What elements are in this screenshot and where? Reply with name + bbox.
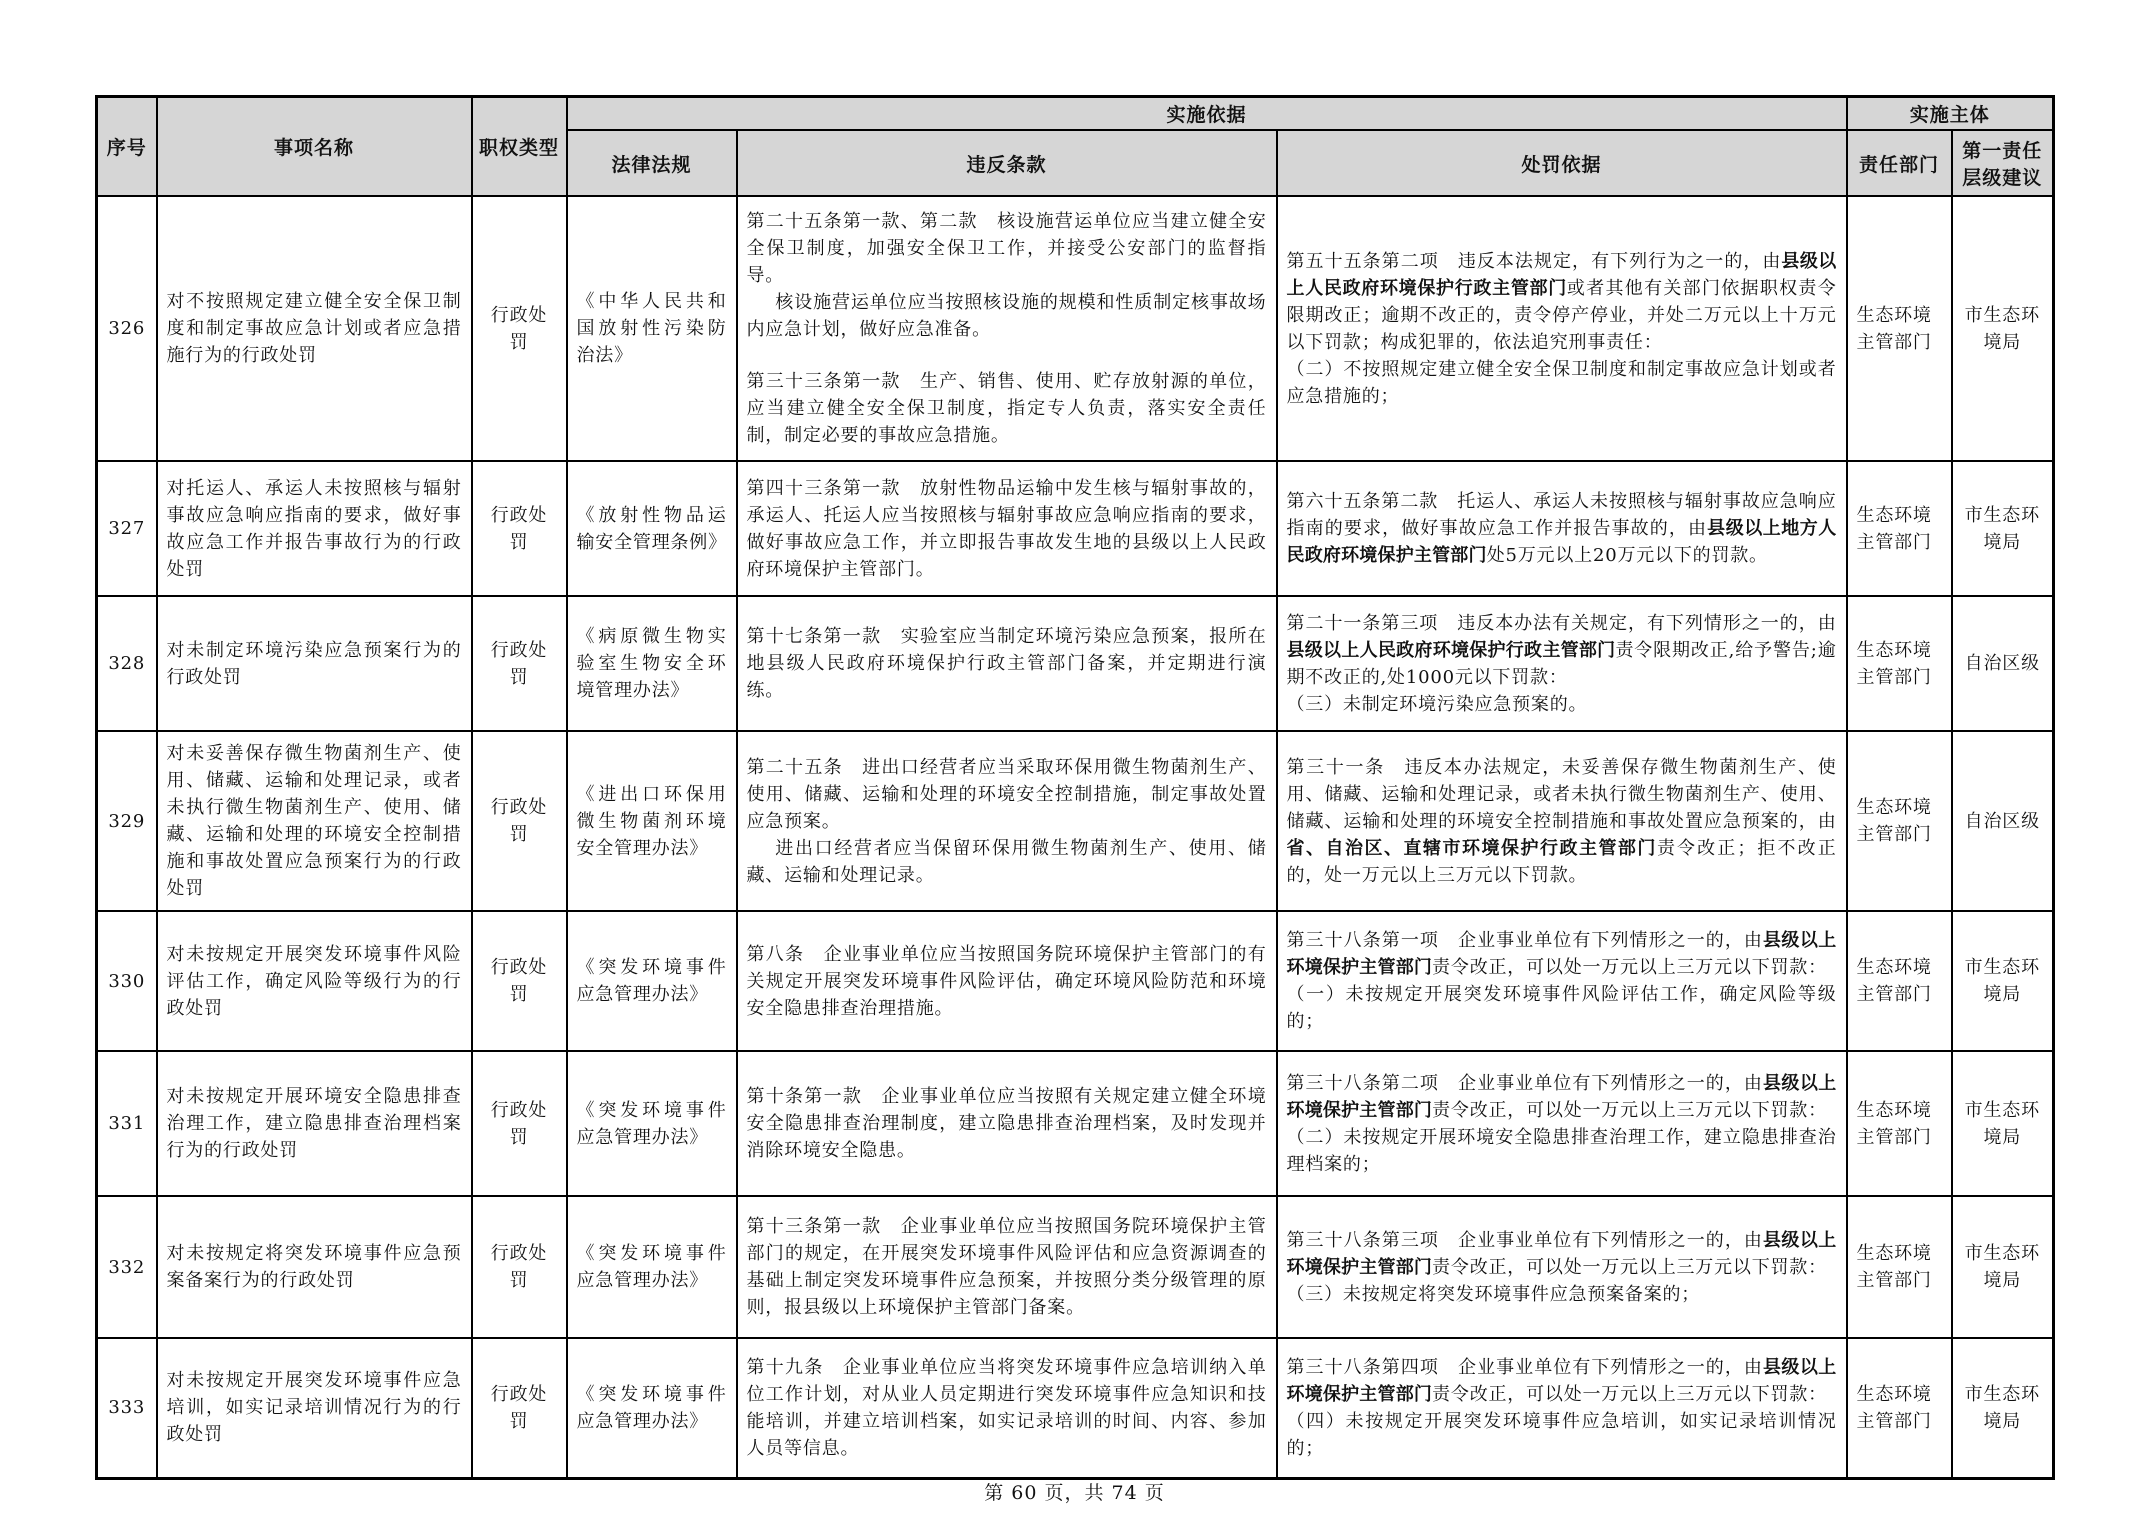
- header-first-level: 第一责任层级建议: [1952, 130, 2054, 196]
- cell-first-level: 市生态环境局: [1952, 196, 2054, 461]
- header-violation-clause: 违反条款: [737, 130, 1277, 196]
- paragraph: 第三十八条第二项 企业事业单位有下列情形之一的，由县级以上环境保护主管部门责令改正，可以处一万元以上三万元以下罚款：: [1286, 1072, 1837, 1121]
- cell-authority-type: 行政处罚: [472, 1338, 567, 1478]
- cell-penalty-basis: [1277, 731, 1847, 911]
- paragraph: 第十条第一款 企业事业单位应当按照有关规定建立健全环境安全隐患排查治理制度，建立隐患排查治理档案，及时发现并消除环境安全隐患。: [746, 1086, 1267, 1161]
- cell-violation-clause: [737, 1338, 1277, 1478]
- cell-authority-type: 行政处罚: [472, 596, 567, 731]
- cell-item-name: 对未按规定开展环境安全隐患排查治理工作，建立隐患排查治理档案行为的行政处罚: [157, 1051, 472, 1196]
- table-header: [97, 97, 2054, 197]
- paragraph: （三）未制定环境污染应急预案的。: [1286, 693, 1588, 715]
- table-body: [97, 196, 2054, 1478]
- cell-penalty-basis: [1277, 596, 1847, 731]
- cell-responsible-dept: 生态环境主管部门: [1847, 1051, 1952, 1196]
- cell-law-regulation: 《放射性物品运输安全管理条例》: [567, 461, 737, 596]
- cell-violation-clause: [737, 596, 1277, 731]
- cell-responsible-dept: 生态环境主管部门: [1847, 1338, 1952, 1478]
- cell-authority-type: 行政处罚: [472, 911, 567, 1051]
- paragraph: 第三十三条第一款 生产、销售、使用、贮存放射源的单位，应当建立健全安全保卫制度，指定专人负责，落实安全责任制，制定必要的事故应急措施。: [746, 370, 1267, 446]
- cell-authority-type: 行政处罚: [472, 196, 567, 461]
- paragraph: 第五十五条第二项 违反本法规定，有下列行为之一的，由县级以上人民政府环境保护行政主管部门或者其他有关部门依据职权责令限期改正；逾期不改正的，责令停产停业，并处二万元以上十万元以下罚款；构成犯罪的，依法追究刑事责任：: [1286, 250, 1837, 353]
- page-number-footer: 第 60 页，共 74 页: [984, 1482, 1165, 1504]
- paragraph: 第四十三条第一款 放射性物品运输中发生核与辐射事故的，承运人、托运人应当按照核与辐射事故应急响应指南的要求，做好事故应急工作，并立即报告事故发生地的县级以上人民政府环境保护主管部门。: [746, 477, 1267, 580]
- cell-authority-type: 行政处罚: [472, 461, 567, 596]
- cell-serial-number: 331: [97, 1051, 157, 1196]
- cell-serial-number: 326: [97, 196, 157, 461]
- paragraph: 第二十五条 进出口经营者应当采取环保用微生物菌剂生产、使用、储藏、运输和处理的环境安全控制措施，制定事故处置应急预案。: [746, 756, 1267, 832]
- cell-item-name: 对未按规定将突发环境事件应急预案备案行为的行政处罚: [157, 1196, 472, 1338]
- paragraph: 第二十五条第一款、第二款 核设施营运单位应当建立健全安全保卫制度，加强安全保卫工作，并接受公安部门的监督指导。: [746, 211, 1267, 287]
- cell-violation-clause: [737, 461, 1277, 596]
- paragraph: （四）未按规定开展突发环境事件应急培训，如实记录培训情况的；: [1286, 1410, 1837, 1459]
- cell-first-level: 自治区级: [1952, 596, 2054, 731]
- cell-penalty-basis: [1277, 1338, 1847, 1478]
- cell-responsible-dept: 生态环境主管部门: [1847, 911, 1952, 1051]
- cell-responsible-dept: 生态环境主管部门: [1847, 196, 1952, 461]
- cell-responsible-dept: 生态环境主管部门: [1847, 731, 1952, 911]
- paragraph: 第二十一条第三项 违反本办法有关规定，有下列情形之一的，由县级以上人民政府环境保护行政主管部门责令限期改正,给予警告;逾期不改正的,处1000元以下罚款：: [1286, 612, 1837, 688]
- cell-law-regulation: 《进出口环保用微生物菌剂环境安全管理办法》: [567, 731, 737, 911]
- cell-serial-number: 329: [97, 731, 157, 911]
- header-authority-type: 职权类型: [472, 97, 567, 197]
- header-no: 序号: [97, 97, 157, 197]
- table-row: [97, 1196, 2054, 1338]
- cell-item-name: 对未妥善保存微生物菌剂生产、使用、储藏、运输和处理记录，或者未执行微生物菌剂生产、使用、储藏、运输和处理的环境安全控制措施和事故处置应急预案行为的行政处罚: [157, 731, 472, 911]
- cell-violation-clause: [737, 196, 1277, 461]
- header-law: 法律法规: [567, 130, 737, 196]
- cell-first-level: 自治区级: [1952, 731, 2054, 911]
- cell-law-regulation: 《中华人民共和国放射性污染防治法》: [567, 196, 737, 461]
- cell-violation-clause: [737, 911, 1277, 1051]
- paragraph: 第十三条第一款 企业事业单位应当按照国务院环境保护主管部门的规定，在开展突发环境事件风险评估和应急资源调查的基础上制定突发环境事件应急预案，并按照分类分级管理的原则，报县级以上环境保护主管部门备案。: [746, 1216, 1267, 1318]
- paragraph: 第六十五条第二款 托运人、承运人未按照核与辐射事故应急响应指南的要求，做好事故应急工作并报告事故的，由县级以上地方人民政府环境保护主管部门处5万元以上20万元以下的罚款。: [1286, 491, 1837, 566]
- paragraph: （二）未按规定开展环境安全隐患排查治理工作，建立隐患排查治理档案的；: [1286, 1126, 1837, 1175]
- table-row: [97, 731, 2054, 911]
- header-basis-group: 实施依据: [567, 97, 1847, 131]
- cell-item-name: 对未按规定开展突发环境事件应急培训，如实记录培训情况行为的行政处罚: [157, 1338, 472, 1478]
- paragraph: 进出口经营者应当保留环保用微生物菌剂生产、使用、储藏、运输和处理记录。: [746, 837, 1267, 886]
- paragraph: 第三十一条 违反本办法规定，未妥善保存微生物菌剂生产、使用、储藏、运输和处理记录，或者未执行微生物菌剂生产、使用、储藏、运输和处理的环境安全控制措施和事故处置应急预案的，由省、自治区、直辖市环境保护行政主管部门责令改正；拒不改正的，处一万元以上三万元以下罚款。: [1286, 756, 1837, 886]
- cell-item-name: 对不按照规定建立健全安全保卫制度和制定事故应急计划或者应急措施行为的行政处罚: [157, 196, 472, 461]
- cell-serial-number: 333: [97, 1338, 157, 1478]
- header-item-name: 事项名称: [157, 97, 472, 197]
- paragraph: 第三十八条第四项 企业事业单位有下列情形之一的，由县级以上环境保护主管部门责令改正，可以处一万元以上三万元以下罚款：: [1286, 1356, 1837, 1405]
- penalty-items-table: [95, 95, 2055, 1480]
- cell-law-regulation: 《突发环境事件应急管理办法》: [567, 1196, 737, 1338]
- table-row: [97, 911, 2054, 1051]
- paragraph: （二）不按照规定建立健全安全保卫制度和制定事故应急计划或者应急措施的；: [1286, 358, 1837, 407]
- cell-violation-clause: [737, 1051, 1277, 1196]
- cell-first-level: 市生态环境局: [1952, 1051, 2054, 1196]
- paragraph: 第三十八条第一项 企业事业单位有下列情形之一的，由县级以上环境保护主管部门责令改正，可以处一万元以上三万元以下罚款：: [1286, 930, 1837, 978]
- cell-item-name: 对未按规定开展突发环境事件风险评估工作，确定风险等级行为的行政处罚: [157, 911, 472, 1051]
- cell-penalty-basis: [1277, 461, 1847, 596]
- cell-penalty-basis: [1277, 911, 1847, 1051]
- paragraph: （三）未按规定将突发环境事件应急预案备案的；: [1286, 1283, 1701, 1305]
- cell-law-regulation: 《突发环境事件应急管理办法》: [567, 1051, 737, 1196]
- table-row: [97, 196, 2054, 461]
- paragraph: （一）未按规定开展突发环境事件风险评估工作，确定风险等级的；: [1286, 984, 1837, 1032]
- paragraph: 第十七条第一款 实验室应当制定环境污染应急预案，报所在地县级人民政府环境保护行政主管部门备案，并定期进行演练。: [746, 626, 1267, 701]
- table-row: [97, 596, 2054, 731]
- paragraph: 第十九条 企业事业单位应当将突发环境事件应急培训纳入单位工作计划，对从业人员定期进行突发环境事件应急知识和技能培训，并建立培训档案，如实记录培训的时间、内容、参加人员等信息。: [746, 1356, 1267, 1459]
- cell-law-regulation: 《突发环境事件应急管理办法》: [567, 1338, 737, 1478]
- cell-responsible-dept: 生态环境主管部门: [1847, 461, 1952, 596]
- cell-responsible-dept: 生态环境主管部门: [1847, 596, 1952, 731]
- cell-first-level: 市生态环境局: [1952, 1338, 2054, 1478]
- header-subject-group: 实施主体: [1847, 97, 2054, 131]
- cell-law-regulation: 《突发环境事件应急管理办法》: [567, 911, 737, 1051]
- cell-first-level: 市生态环境局: [1952, 911, 2054, 1051]
- cell-serial-number: 328: [97, 596, 157, 731]
- cell-first-level: 市生态环境局: [1952, 1196, 2054, 1338]
- table-row: [97, 1051, 2054, 1196]
- paragraph: 第八条 企业事业单位应当按照国务院环境保护主管部门的有关规定开展突发环境事件风险评估，确定环境风险防范和环境安全隐患排查治理措施。: [746, 943, 1267, 1019]
- cell-penalty-basis: [1277, 196, 1847, 461]
- cell-item-name: 对托运人、承运人未按照核与辐射事故应急响应指南的要求，做好事故应急工作并报告事故行为的行政处罚: [157, 461, 472, 596]
- cell-authority-type: 行政处罚: [472, 731, 567, 911]
- table-row: [97, 461, 2054, 596]
- header-responsible-dept: 责任部门: [1847, 130, 1952, 196]
- cell-law-regulation: 《病原微生物实验室生物安全环境管理办法》: [567, 596, 737, 731]
- cell-authority-type: 行政处罚: [472, 1196, 567, 1338]
- cell-serial-number: 332: [97, 1196, 157, 1338]
- cell-item-name: 对未制定环境污染应急预案行为的行政处罚: [157, 596, 472, 731]
- paragraph: 第三十八条第三项 企业事业单位有下列情形之一的，由县级以上环境保护主管部门责令改正，可以处一万元以上三万元以下罚款：: [1286, 1229, 1837, 1278]
- cell-authority-type: 行政处罚: [472, 1051, 567, 1196]
- header-penalty-basis: 处罚依据: [1277, 130, 1847, 196]
- table-row: [97, 1338, 2054, 1478]
- cell-violation-clause: [737, 731, 1277, 911]
- cell-penalty-basis: [1277, 1196, 1847, 1338]
- cell-responsible-dept: 生态环境主管部门: [1847, 1196, 1952, 1338]
- paragraph: 核设施营运单位应当按照核设施的规模和性质制定核事故场内应急计划，做好应急准备。: [746, 292, 1267, 341]
- cell-violation-clause: [737, 1196, 1277, 1338]
- cell-serial-number: 327: [97, 461, 157, 596]
- cell-first-level: 市生态环境局: [1952, 461, 2054, 596]
- cell-serial-number: 330: [97, 911, 157, 1051]
- cell-penalty-basis: [1277, 1051, 1847, 1196]
